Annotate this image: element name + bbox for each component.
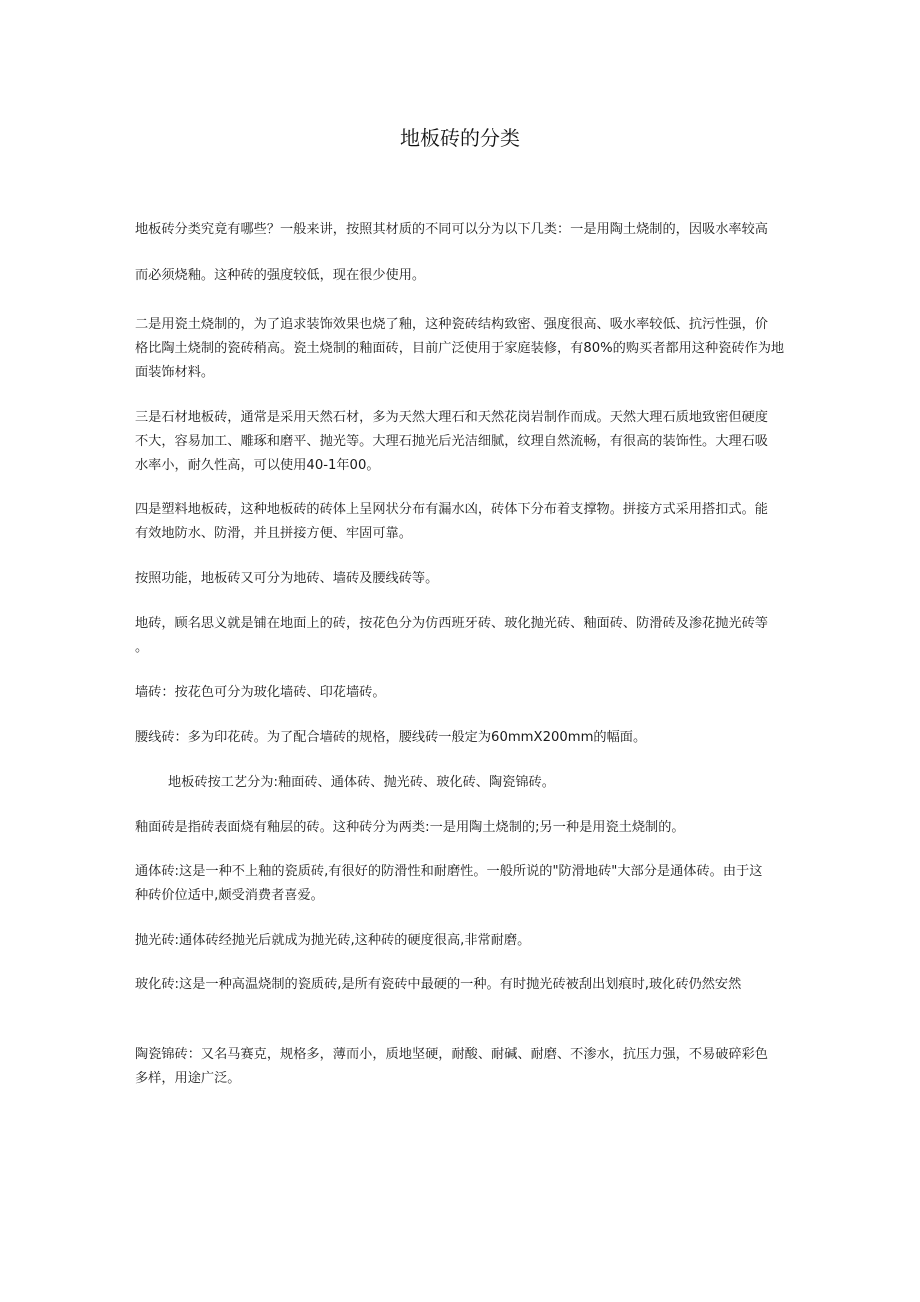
paragraph-9 bbox=[135, 726, 785, 750]
paragraph-2 bbox=[135, 264, 785, 288]
paragraph-line: 地板砖按工艺分为:釉面砖、通体砖、抛光砖、玻化砖、陶瓷锦砖。 bbox=[168, 775, 555, 790]
paragraph-line: 通体砖:这是一种不上釉的瓷质砖,有很好的防滑性和耐磨性。一般所说的"防滑地砖"大部分是通体砖。由于这 bbox=[135, 864, 763, 879]
paragraph-3 bbox=[135, 313, 785, 385]
paragraph-line: 陶瓷锦砖：又名马赛克，规格多，薄而小，质地坚硬，耐酸、耐碱、耐磨、不渗水，抗压力强，不易破碎彩色 bbox=[135, 1047, 768, 1062]
paragraph-13 bbox=[135, 929, 785, 953]
document-title: 地板砖的分类 bbox=[400, 126, 520, 150]
paragraph-1 bbox=[135, 218, 785, 242]
paragraph-line: 四是塑料地板砖，这种地板砖的砖体上呈网状分布有漏水凶，砖体下分布着支撑物。拼接方式采用搭扣式。能 bbox=[135, 502, 768, 517]
paragraph-4 bbox=[135, 406, 785, 478]
paragraph-line: 按照功能，地板砖又可分为地砖、墙砖及腰线砖等。 bbox=[135, 571, 439, 586]
paragraph-line: 种砖价位适中,颇受消费者喜爱。 bbox=[135, 888, 324, 903]
paragraph-10 bbox=[135, 771, 818, 795]
paragraph-7 bbox=[135, 612, 785, 660]
paragraph-6 bbox=[135, 567, 785, 591]
paragraph-line: 多样，用途广泛。 bbox=[135, 1071, 241, 1086]
paragraph-line: 腰线砖：多为印花砖。为了配合墙砖的规格，腰线砖一般定为60mmX200mm的幅面。 bbox=[135, 730, 647, 745]
paragraph-line: 釉面砖是指砖表面烧有釉层的砖。这种砖分为两类:一是用陶土烧制的;另一种是用瓷土烧制的。 bbox=[135, 820, 685, 835]
paragraph-line: 地砖，顾名思义就是铺在地面上的砖，按花色分为仿西班牙砖、玻化抛光砖、釉面砖、防滑砖及渗花抛光砖等 bbox=[135, 616, 768, 631]
paragraph-11 bbox=[135, 816, 785, 840]
paragraph-12 bbox=[135, 860, 785, 908]
paragraph-line: 有效地防水、防滑，并且拼接方便、牢固可靠。 bbox=[135, 526, 412, 541]
paragraph-line: 玻化砖:这是一种高温烧制的瓷质砖,是所有瓷砖中最硬的一种。有时抛光砖被刮出划痕时,玻化砖仍然安然 bbox=[135, 977, 742, 992]
paragraph-line: 。 bbox=[135, 640, 149, 655]
paragraph-line: 三是石材地板砖，通常是采用天然石材，多为天然大理石和天然花岗岩制作而成。天然大理石质地致密但硬度 bbox=[135, 410, 768, 425]
paragraph-line: 水率小，耐久性高，可以使用40-1年00。 bbox=[135, 458, 380, 473]
paragraph-line: 地板砖分类究竟有哪些？一般来讲，按照其材质的不同可以分为以下几类：一是用陶土烧制的，因吸水率较高 bbox=[135, 222, 768, 237]
paragraph-15 bbox=[135, 1043, 785, 1091]
paragraph-line: 不大，容易加工、雕琢和磨平、抛光等。大理石抛光后光洁细腻，纹理自然流畅，有很高的装饰性。大理石吸 bbox=[135, 434, 768, 449]
paragraph-line: 抛光砖:通体砖经抛光后就成为抛光砖,这种砖的硬度很高,非常耐磨。 bbox=[135, 933, 531, 948]
paragraph-line: 格比陶土烧制的瓷砖稍高。瓷土烧制的釉面砖，目前广泛使用于家庭装修，有80%的购买者都用这种瓷砖作为地 bbox=[135, 341, 785, 356]
paragraph-14 bbox=[135, 973, 785, 997]
paragraph-line: 墙砖：按花色可分为玻化墙砖、印花墙砖。 bbox=[135, 685, 386, 700]
paragraph-5 bbox=[135, 498, 785, 546]
paragraph-line: 面装饰材料。 bbox=[135, 365, 215, 380]
paragraph-line: 而必须烧釉。这种砖的强度较低，现在很少使用。 bbox=[135, 268, 426, 283]
paragraph-8 bbox=[135, 681, 785, 705]
paragraph-line: 二是用瓷土烧制的，为了追求装饰效果也烧了釉，这种瓷砖结构致密、强度很高、吸水率较低、抗污性强，价 bbox=[135, 317, 768, 332]
